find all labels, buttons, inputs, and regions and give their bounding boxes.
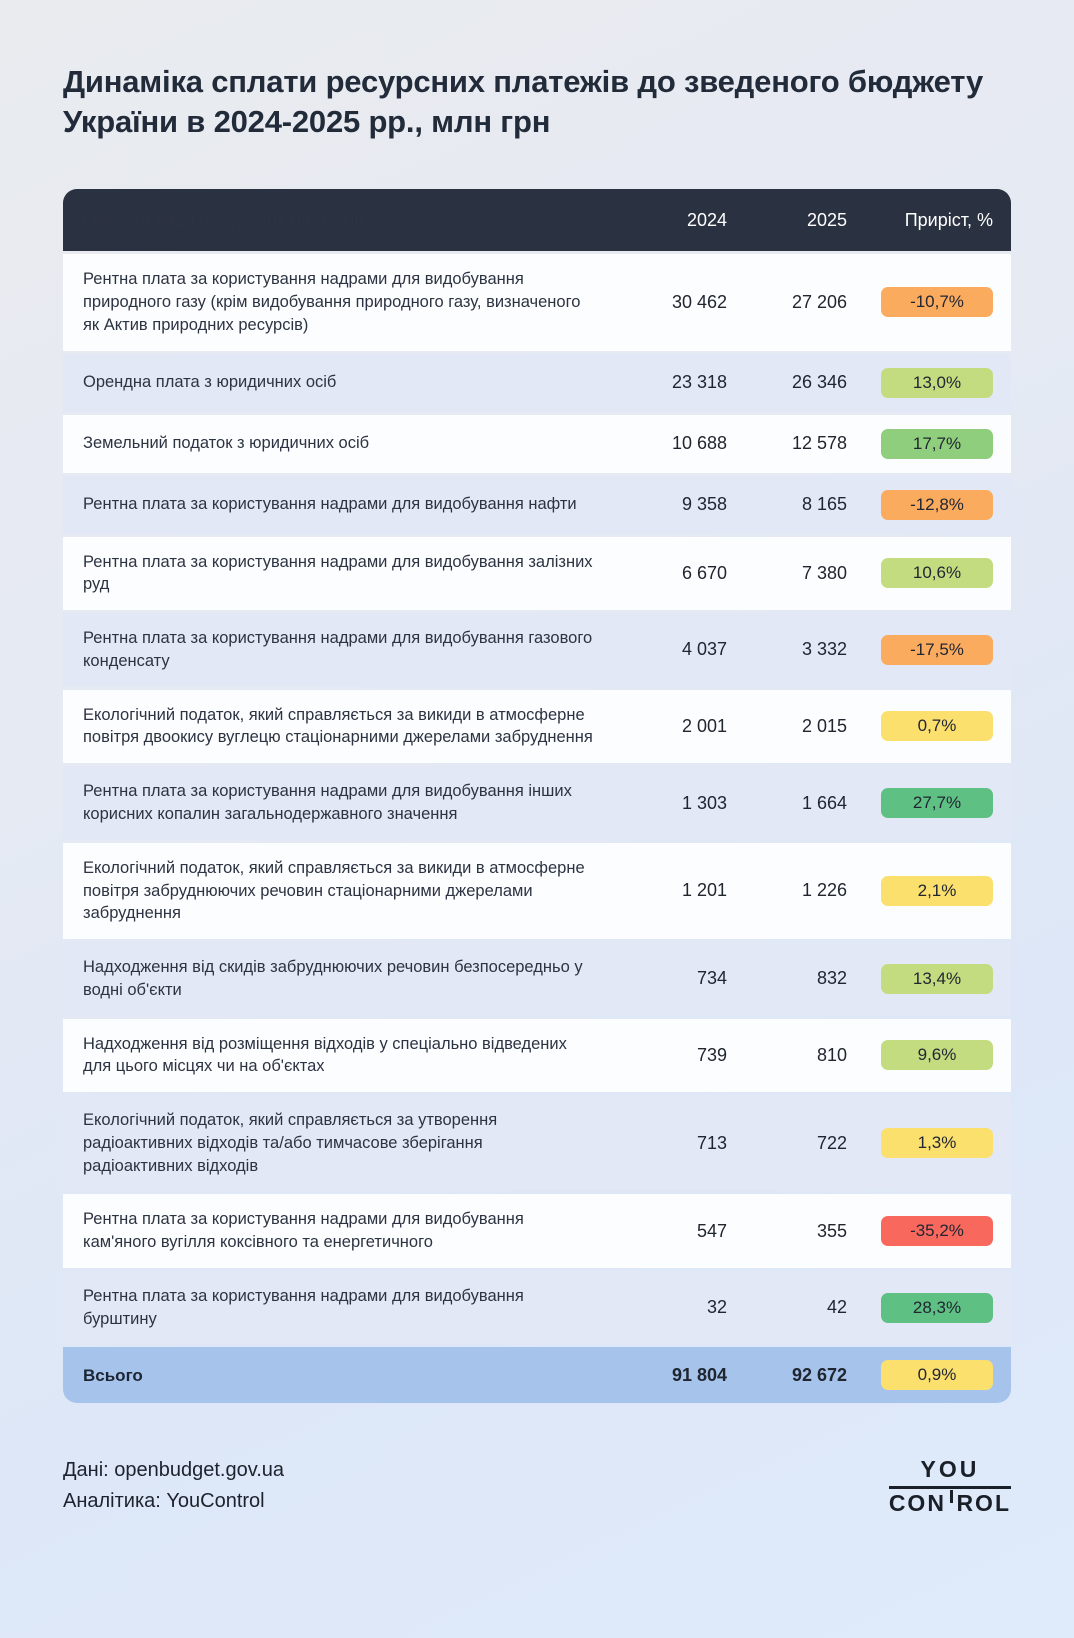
value-2024: 6 670 bbox=[681, 562, 727, 583]
header-2024: 2024 bbox=[686, 209, 727, 230]
value-2024: 30 462 bbox=[671, 291, 727, 312]
growth-badge: 13,4% bbox=[881, 964, 993, 994]
value-2025: 810 bbox=[816, 1044, 847, 1065]
value-2025: 12 578 bbox=[791, 433, 847, 454]
value-2024: 2 001 bbox=[681, 715, 727, 736]
payment-type-label: Рентна плата за користування надрами для видобування залізних руд bbox=[83, 552, 593, 594]
logo-you-text: YOU bbox=[920, 1456, 980, 1483]
table-row bbox=[63, 766, 1011, 840]
header-payment-types: Основні види ресурсних платежів bbox=[83, 209, 364, 230]
table-row bbox=[63, 1019, 1011, 1093]
table-total-row bbox=[63, 1347, 1011, 1403]
payment-type-label: Рентна плата за користування надрами для видобування природного газу (крім видобування природного газу, визначеного як Актив природних ресурсів) bbox=[83, 270, 581, 334]
payment-type-label: Надходження від скидів забруднюючих речовин безпосередньо у водні об'єкти bbox=[83, 958, 583, 999]
value-2025: 832 bbox=[816, 968, 847, 989]
growth-cell bbox=[851, 1216, 1011, 1246]
growth-badge: -17,5% bbox=[881, 635, 993, 665]
payment-type-label: Земельний податок з юридичних осіб bbox=[83, 434, 370, 453]
growth-badge: 17,7% bbox=[881, 429, 993, 459]
page-title: Динаміка сплати ресурсних платежів до зведеного бюджету України в 2024-2025 рр., млн грн bbox=[63, 64, 983, 139]
growth-cell bbox=[851, 1128, 1011, 1158]
table-row bbox=[63, 843, 1011, 939]
value-2025: 26 346 bbox=[791, 372, 847, 393]
growth-cell bbox=[851, 788, 1011, 818]
footer bbox=[63, 1455, 1011, 1517]
value-2025: 722 bbox=[816, 1132, 847, 1153]
growth-cell bbox=[851, 1040, 1011, 1070]
table-row bbox=[63, 1271, 1011, 1345]
total-growth-cell bbox=[851, 1360, 1011, 1390]
value-2024: 9 358 bbox=[681, 494, 727, 515]
table-row bbox=[63, 942, 1011, 1016]
value-2024: 734 bbox=[696, 968, 727, 989]
value-2025: 27 206 bbox=[791, 291, 847, 312]
logo-rol: ROL bbox=[956, 1490, 1011, 1517]
value-2025: 8 165 bbox=[801, 494, 847, 515]
youcontrol-logo bbox=[889, 1456, 1011, 1517]
growth-badge: 1,3% bbox=[881, 1128, 993, 1158]
header-2025: 2025 bbox=[806, 209, 847, 230]
growth-badge: 0,7% bbox=[881, 711, 993, 741]
growth-badge: 27,7% bbox=[881, 788, 993, 818]
value-2025: 42 bbox=[826, 1297, 847, 1318]
table-row bbox=[63, 354, 1011, 412]
resource-payments-table bbox=[63, 189, 1011, 1403]
value-2024: 32 bbox=[706, 1297, 727, 1318]
payment-type-label: Надходження від розміщення відходів у спеціально відведених для цього місцях чи на об'єктах bbox=[83, 1034, 567, 1076]
table-row bbox=[63, 1095, 1011, 1191]
value-2024: 1 303 bbox=[681, 792, 727, 813]
data-source: Дані: openbudget.gov.ua bbox=[63, 1459, 285, 1482]
growth-cell bbox=[851, 558, 1011, 588]
growth-cell bbox=[851, 964, 1011, 994]
value-2024: 23 318 bbox=[671, 372, 727, 393]
value-2024: 10 688 bbox=[671, 433, 727, 454]
total-2025: 92 672 bbox=[791, 1364, 847, 1385]
payment-type-label: Рентна плата за користування надрами для видобування кам'яного вугілля коксівного та енергетичного bbox=[83, 1210, 524, 1252]
payment-type-label: Рентна плата за користування надрами для видобування газового конденсату bbox=[83, 629, 593, 670]
value-2025: 3 332 bbox=[801, 639, 847, 660]
growth-badge: 13,0% bbox=[881, 368, 993, 398]
value-2024: 713 bbox=[696, 1132, 727, 1153]
growth-badge: 0,9% bbox=[881, 1360, 993, 1390]
value-2024: 739 bbox=[696, 1044, 727, 1065]
table-row bbox=[63, 613, 1011, 687]
value-2025: 355 bbox=[816, 1220, 847, 1241]
growth-badge: 28,3% bbox=[881, 1293, 993, 1323]
growth-cell bbox=[851, 1293, 1011, 1323]
growth-cell bbox=[851, 490, 1011, 520]
growth-badge: 9,6% bbox=[881, 1040, 993, 1070]
growth-badge: -12,8% bbox=[881, 490, 993, 520]
growth-badge: -35,2% bbox=[881, 1216, 993, 1246]
total-2024: 91 804 bbox=[671, 1364, 727, 1385]
table-row bbox=[63, 690, 1011, 764]
table-row bbox=[63, 537, 1011, 611]
payment-type-label: Орендна плата з юридичних осіб bbox=[83, 373, 337, 392]
analytics-credit: Аналітика: YouControl bbox=[63, 1490, 265, 1513]
footer-credits bbox=[63, 1455, 284, 1517]
table-row bbox=[63, 476, 1011, 534]
payment-type-label: Рентна плата за користування надрами для видобування бурштину bbox=[83, 1286, 524, 1328]
growth-cell bbox=[851, 287, 1011, 317]
table-row bbox=[63, 254, 1011, 350]
growth-cell bbox=[851, 711, 1011, 741]
value-2025: 7 380 bbox=[801, 562, 847, 583]
payment-type-label: Екологічний податок, який справляється за утворення радіоактивних відходів та/або тимчасове зберігання радіоактивних відходів bbox=[83, 1111, 498, 1175]
value-2025: 1 664 bbox=[801, 792, 847, 813]
logo-t-stem bbox=[950, 1490, 954, 1503]
payment-type-label: Рентна плата за користування надрами для видобування інших корисних копалин загальнодержавного значення bbox=[83, 782, 572, 823]
table-row bbox=[63, 415, 1011, 473]
growth-cell bbox=[851, 368, 1011, 398]
growth-badge: -10,7% bbox=[881, 287, 993, 317]
growth-badge: 2,1% bbox=[881, 876, 993, 906]
payment-type-label: Екологічний податок, який справляється за викиди в атмосферне повітря забруднюючих речовин стаціонарними джерелами забруднення bbox=[83, 858, 585, 923]
payment-type-label: Екологічний податок, який справляється за викиди в атмосферне повітря двоокису вуглецю стаціонарними джерелами забруднення bbox=[83, 705, 593, 747]
growth-cell bbox=[851, 429, 1011, 459]
header-growth: Приріст, % bbox=[904, 209, 993, 230]
value-2025: 2 015 bbox=[801, 715, 847, 736]
value-2024: 1 201 bbox=[681, 880, 727, 901]
table-body bbox=[63, 254, 1011, 1344]
logo-con: CON bbox=[888, 1490, 946, 1517]
payment-type-label: Рентна плата за користування надрами для видобування нафти bbox=[83, 495, 577, 514]
table-row bbox=[63, 1194, 1011, 1268]
total-label: Всього bbox=[83, 1365, 143, 1385]
value-2025: 1 226 bbox=[801, 880, 847, 901]
growth-badge: 10,6% bbox=[881, 558, 993, 588]
value-2024: 547 bbox=[696, 1220, 727, 1241]
table-header-row bbox=[63, 189, 1011, 251]
growth-cell bbox=[851, 876, 1011, 906]
growth-cell bbox=[851, 635, 1011, 665]
value-2024: 4 037 bbox=[681, 639, 727, 660]
logo-control-text bbox=[889, 1486, 1011, 1517]
